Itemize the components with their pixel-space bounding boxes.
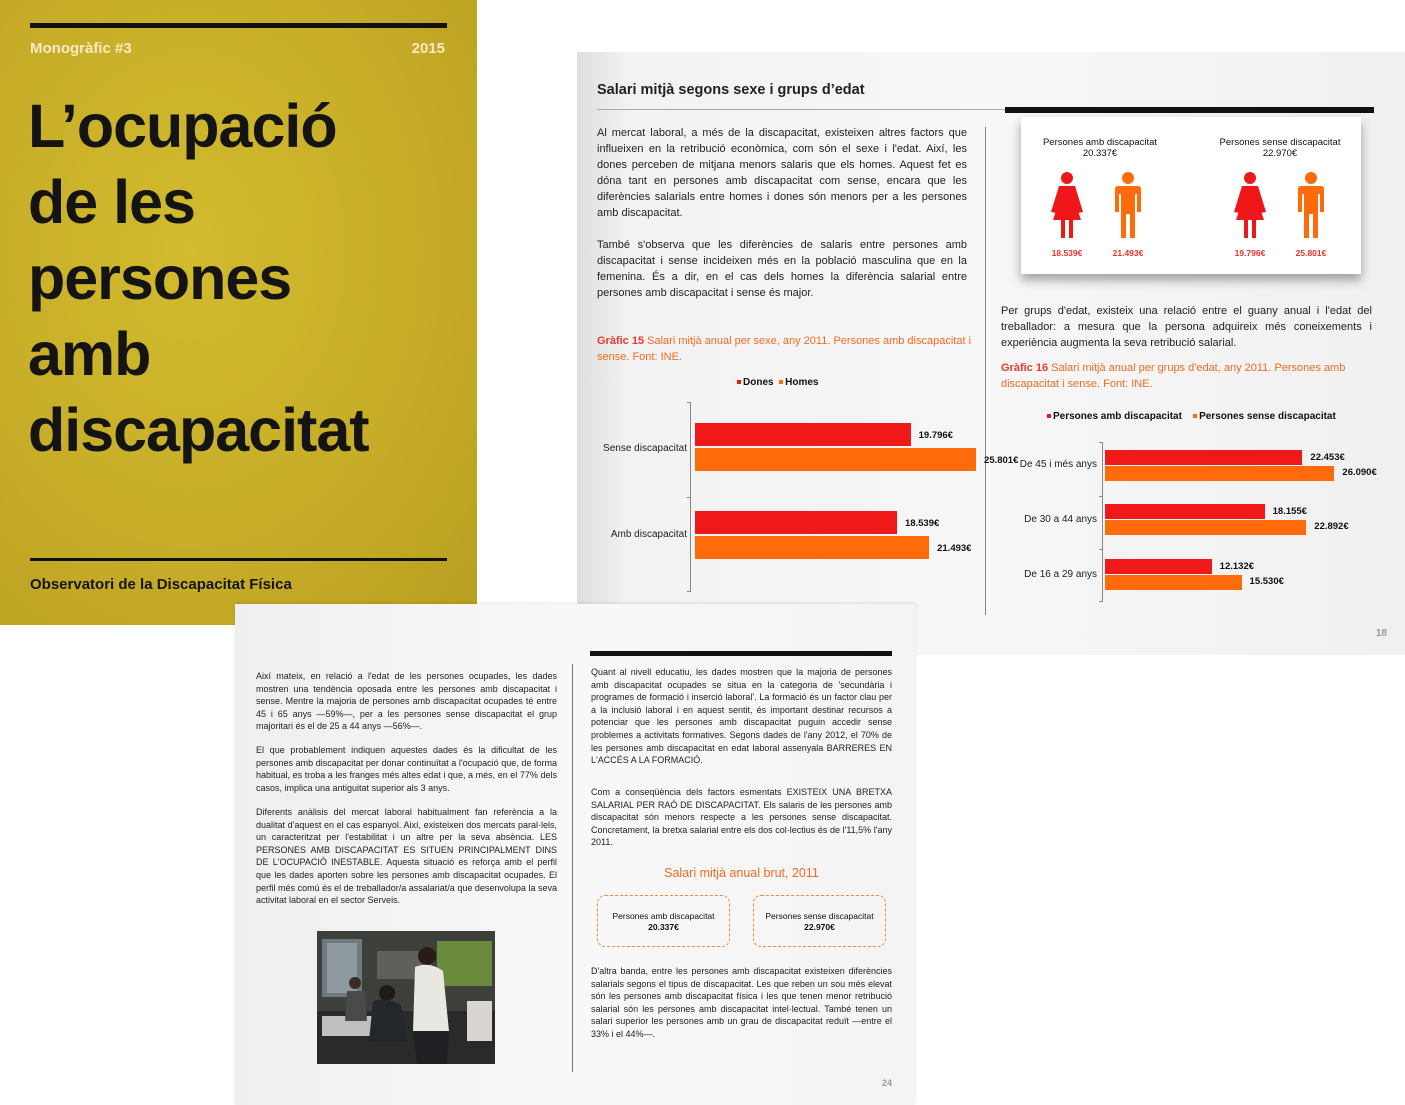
axis-tick (1099, 496, 1103, 497)
page-number: 18 (1375, 628, 1387, 639)
value-label: 21.493€ (937, 543, 972, 554)
page-number: 24 (882, 1078, 893, 1088)
legend-label: Dones (743, 377, 774, 388)
cover-title-line: discapacitat (28, 396, 369, 464)
legend-swatch (1047, 414, 1051, 418)
salary-box-value: 20.337€ (648, 922, 679, 932)
men-salary: 25.801€ (1295, 248, 1327, 258)
bar-sense-45 (1105, 466, 1334, 481)
cover-year: 2015 (411, 40, 445, 57)
column-divider (985, 127, 986, 615)
chart-caption-text: Salari mitjà anual per grups d'edat, any 2011. Persones amb discapacitat i sense. Font: INE. (1001, 362, 1346, 390)
man-icon (1114, 172, 1142, 238)
bar-amb-30 (1105, 504, 1265, 519)
cover-title (28, 88, 468, 468)
column-divider (572, 664, 573, 1072)
title-bar (1005, 107, 1374, 113)
group-label: Persones amb discapacitat (1042, 137, 1158, 148)
group-label: Persones sense discapacitat (1219, 137, 1341, 148)
cover-bottom-rule (30, 558, 447, 561)
bar-homes-amb (695, 536, 929, 559)
bar-amb-16 (1105, 559, 1212, 574)
salary-box (597, 895, 730, 947)
value-label: 18.155€ (1272, 506, 1307, 517)
group-total: 22.970€ (1262, 148, 1298, 159)
value-label: 22.892€ (1314, 521, 1349, 532)
bar-homes-sense (695, 448, 976, 471)
cover-top-rule (30, 23, 447, 28)
women-salary: 19.796€ (1234, 248, 1266, 258)
legend-label: Persones amb discapacitat (1053, 411, 1182, 422)
women-salary: 18.539€ (1051, 248, 1083, 258)
page-24 (235, 604, 915, 1105)
paragraph: Per grups d'edat, existeix una relació entre el guany anual i l'edat del treballador: a mesura que la persona adquireix més coneixements i experiència augmenta la seva retribució salarial. (1001, 305, 1372, 349)
bar-amb-45 (1105, 450, 1302, 465)
salary-icon-card (1021, 117, 1361, 274)
cover-title-line: persones (28, 244, 292, 312)
value-label: 25.801€ (984, 455, 1019, 466)
paragraph: D'altra banda, entre les persones amb discapacitat existeixen diferències salarials segons el tipus de discapacitat. Les que reben un sou més elevat són les persones amb discapacitat física i les que tenen menor retribució salarial són les persones amb discapacitat intel·lectual. També tenen un salari superior les persones amb un grau de discapacitat reduït —entre el 33% i el 44%—. (591, 966, 892, 1039)
legend-label: Homes (785, 377, 819, 388)
axis-tick (1099, 601, 1103, 602)
axis-tick (1099, 549, 1103, 550)
cover-title-line: L’ocupació (28, 92, 337, 160)
section-title: Salari mitjà segons sexe i grups d’edat (597, 82, 865, 98)
men-salary: 21.493€ (1112, 248, 1144, 258)
paragraph: Quant al nivell educatiu, les dades mostren que la majoria de persones amb discapacitat ocupades se situa en la categoria de 'secundària i programes de formació i inserció laboral'. La formació és un factor clau per a la inclusió laboral i en aquest sentit, és important destinar recursos a potenciar que les persones amb discapacitat puguin accedir sense problemes a activitats formatives. Segons dades de l'any 2012, el 70% de les persones amb discapacitat en edat laboral assenyala BARRERES EN L'ACCÉS A LA FORMACIÓ. (591, 667, 892, 766)
category-label: De 30 a 44 anys (1024, 514, 1097, 525)
woman-icon (1050, 172, 1084, 238)
group-total: 20.337€ (1082, 148, 1118, 159)
axis-tick (687, 497, 691, 498)
category-label: Sense discapacitat (603, 443, 687, 454)
salary-box-label: Persones amb discapacitat (612, 911, 715, 921)
value-label: 26.090€ (1342, 467, 1377, 478)
icon-group-title (1025, 137, 1175, 159)
photo-illustration (317, 931, 495, 1064)
cover-page (0, 0, 477, 625)
chart-16 (987, 437, 1402, 607)
axis-tick (687, 402, 691, 403)
bar-dones-sense (695, 423, 911, 446)
chart-caption-label: Gràfic 15 (597, 335, 645, 347)
category-label: Amb discapacitat (610, 529, 687, 540)
paragraph: El que probablement indiquen aquestes dades és la dificultat de les persones amb discapacitat per donar continuïtat a l'ocupació que, de forma habitual, es troba a les franges més altes edat i que, a més, en el 77% dels casos, implica una antiguitat superior als 3 anys. (256, 745, 557, 793)
paragraph: Així mateix, en relació a l'edat de les persones ocupades, les dades mostren una tendència oposada entre les persones amb discapacitat i sense. Mentre la majoria de persones amb discapacitat ocupades té entre 45 i 65 anys —59%—, per a les persones sense discapacitat el grup majoritari és el de 25 a 44 anys —56%—. (256, 671, 557, 732)
bar-sense-30 (1105, 520, 1306, 535)
legend-swatch (737, 380, 741, 384)
paragraph: Diferents anàlisis del mercat laboral habitualment fan referència a la dualitat d'aquest en el cas espanyol. Així, existeixen dos mercats paral·lels, un caracteritzat per l'estabilitat i un altre per la seva absència. LES PERSONES AMB DISCAPACITAT ES SITUEN PRINCIPALMENT DINS DE L'OCUPACIÓ INESTABLE. Aquesta situació es reforça amb el perfil que les dades aporten sobre les persones amb discapacitat ocupades. El perfil més comú és el de treballador/a assalariat/a que desenvolupa la seva activitat laboral en el sector Serveis. (256, 807, 557, 906)
bar-sense-16 (1105, 575, 1242, 590)
bar-dones-amb (695, 511, 897, 534)
salary-box-title: Salari mitjà anual brut, 2011 (664, 866, 819, 880)
legend-swatch (779, 380, 783, 384)
cover-title-line: de les (28, 168, 195, 236)
chart-axis (1102, 442, 1103, 602)
chart-caption-text: Salari mitjà anual per sexe, any 2011. Persones amb discapacitat i sense. Font: INE. (597, 335, 972, 363)
paragraph: Com a conseqüència dels factors esmentats EXISTEIX UNA BRETXA SALARIAL PER RAÓ DE DISCAPACITAT. Els salaris de les persones amb discapacitat són menors respecte a les persones sense discapacitat. Concretament, la bretxa salarial entre els dos col·lectius és de l'11,5% l'any 2011. (591, 787, 892, 848)
icon-group-title (1205, 137, 1355, 159)
cover-series: Monogràfic #3 (30, 40, 132, 57)
axis-tick (1099, 442, 1103, 443)
axis-tick (687, 591, 691, 592)
value-label: 19.796€ (918, 430, 953, 441)
column-bar (590, 651, 892, 656)
chart-16-legend (1047, 411, 1336, 422)
woman-icon (1233, 172, 1267, 238)
office-photo (317, 931, 495, 1064)
chart-15-caption (597, 333, 972, 365)
paragraph: Al mercat laboral, a més de la discapacitat, existeixen altres factors que influeixen en la retribució econòmica, com són el sexe i l'edat. Així, les dones perceben de mitjana menors salaris que els homes. Aquest fet es dóna tant en persones amb discapacitat com sense, encara que les diferències salarials entre homes i dones són menors per a les persones amb discapacitat. (597, 127, 967, 219)
salary-box-label: Persones sense discapacitat (765, 911, 874, 921)
chart-15-legend (737, 377, 818, 388)
salary-box (753, 895, 886, 947)
value-label: 15.530€ (1249, 576, 1284, 587)
chart-15 (577, 397, 1019, 597)
value-label: 12.132€ (1219, 561, 1255, 572)
category-label: De 45 i més anys (1019, 459, 1097, 470)
page-18 (577, 52, 1405, 655)
salary-box-value: 22.970€ (804, 922, 835, 932)
chart-caption-label: Gràfic 16 (1001, 362, 1049, 374)
value-label: 18.539€ (904, 518, 940, 529)
chart-16-caption (1001, 360, 1376, 392)
paragraph: També s'observa que les diferències de salaris entre persones amb discapacitat i sense incideixen més en la població masculina que en la femenina. És a dir, en el cas dels homes la diferència salarial entre persones amb discapacitat i sense és major. (597, 239, 967, 299)
legend-swatch (1193, 414, 1197, 418)
cover-publisher: Observatori de la Discapacitat Física (30, 576, 292, 593)
category-label: De 16 a 29 anys (1024, 569, 1097, 580)
value-label: 22.453€ (1310, 452, 1345, 463)
man-icon (1297, 172, 1325, 238)
cover-title-line: amb (28, 320, 151, 388)
legend-label: Persones sense discapacitat (1199, 411, 1336, 422)
